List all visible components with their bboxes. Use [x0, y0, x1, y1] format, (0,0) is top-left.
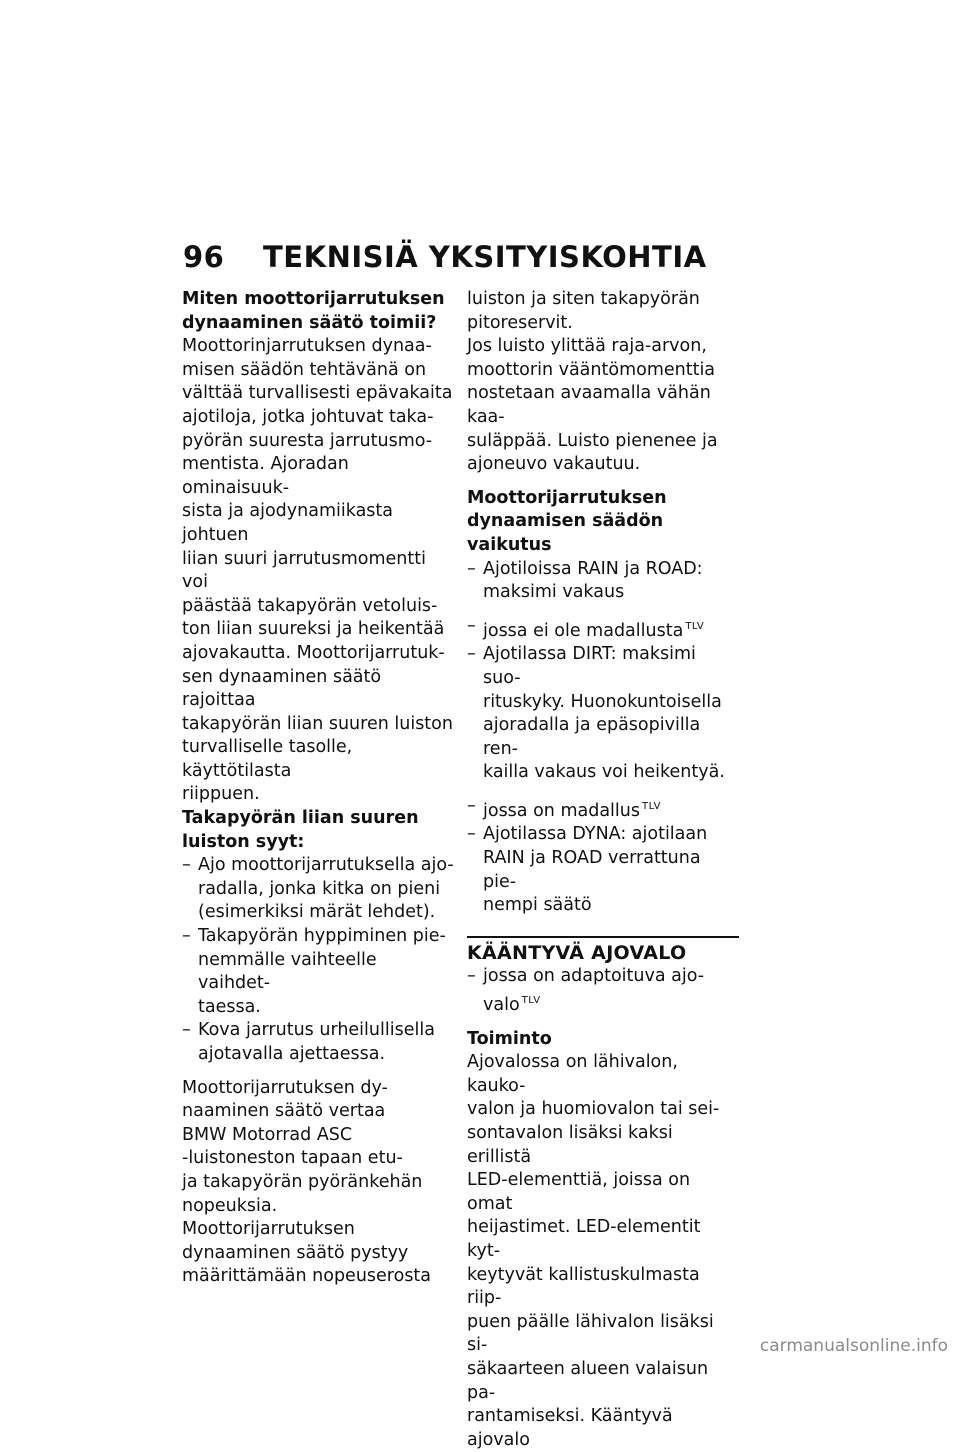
section-divider [467, 936, 739, 938]
text-line: Ajotiloissa RAIN ja ROAD: [483, 558, 703, 579]
text-line: keytyvät kallistuskulmasta riip- [467, 1264, 700, 1309]
text-line: Ajo moottorijarrutuksella ajo- [198, 855, 454, 876]
text-line: ajoneuvo vakautuu. [467, 454, 641, 475]
text-line: suläppää. Luisto pienenee ja [467, 430, 718, 451]
text-line: ja takapyörän pyöränkehän [182, 1171, 423, 1192]
text-line: ajoradalla ja epäsopivilla ren- [483, 715, 701, 759]
condition-item [467, 615, 739, 644]
text-line: liian suuri jarrutusmomentti voi [182, 548, 426, 593]
heading-line: Takapyörän liian suuren [182, 808, 419, 829]
text-line: dynaaminen säätö pystyy [182, 1242, 409, 1263]
text-line: rantamiseksi. Kääntyvä ajovalo [467, 1406, 673, 1450]
dash-marker: – [467, 615, 476, 636]
text-line: -luistoneston tapaan etu- [182, 1148, 403, 1169]
text-line: säkaarteen alueen valaisun pa- [467, 1358, 709, 1403]
heading-line: dynaamisen säädön vaikutus [467, 511, 664, 555]
text-line: maksimi vakaus [483, 582, 625, 603]
text-line: RAIN ja ROAD verrattuna pie- [483, 848, 701, 892]
text-line: sista ja ajodynamiikasta johtuen [182, 501, 393, 545]
text-line: moottorin vääntömomenttia [467, 359, 716, 380]
dash-marker: – [467, 966, 476, 987]
paragraph-comparison [182, 1077, 454, 1289]
dash-marker: – [182, 926, 191, 947]
heading-line: luiston syyt: [182, 831, 305, 852]
text-line [483, 615, 739, 644]
text-line: nempi säätö [483, 895, 592, 916]
dash-marker: – [467, 795, 476, 816]
condition-text: jossa on madallus [483, 800, 640, 821]
text-line: LED-elementtiä, joissa on omat [467, 1170, 691, 1214]
text-line: sontavalon lisäksi kaksi erillistä [467, 1123, 673, 1167]
text-line: luiston ja siten takapyörän [467, 289, 700, 309]
text-line: nemmälle vaihteelle vaihdet- [198, 949, 377, 994]
text-line: ajotavalla ajettaessa. [198, 1044, 386, 1064]
condition-text: jossa ei ole madallusta [483, 620, 684, 641]
text-line: Moottorinjarrutuksen dynaa- [182, 336, 432, 357]
section-title: KÄÄNTYVÄ AJOVALO [467, 941, 687, 964]
text-line: turvalliselle tasolle, käyttötilasta [182, 737, 353, 781]
tlv-superscript: TLV [642, 800, 661, 812]
text-line: sen dynaaminen säätö rajoittaa [182, 666, 382, 711]
list-item [467, 823, 739, 917]
paragraph-continuation [467, 288, 739, 477]
text-line: radalla, jonka kitka on pieni [198, 878, 441, 899]
condition-item [467, 795, 739, 824]
text-line: Kova jarrutus urheilullisella [198, 1020, 435, 1041]
text-line [483, 989, 739, 1018]
text-line: rituskyky. Huonokuntoisella [483, 691, 722, 712]
watermark-link[interactable]: carmanualsonline.info [759, 1336, 948, 1356]
text-line: ton liian suureksi ja heikentää [182, 619, 445, 640]
text-line [483, 795, 739, 824]
text-line: mentista. Ajoradan ominaisuuk- [182, 454, 349, 498]
text-line: Ajotilassa DYNA: ajotilaan [483, 824, 708, 845]
tlv-superscript: TLV [521, 995, 541, 1007]
text-line: Takapyörän hyppiminen pie- [198, 926, 446, 947]
dash-marker: – [467, 558, 476, 579]
right-column [467, 288, 739, 1452]
text-line: jossa on adaptoituva ajo- [483, 966, 705, 987]
list-item [467, 558, 739, 605]
dash-marker: – [467, 644, 476, 665]
page-header [183, 240, 707, 274]
text-line: heijastimet. LED-elementit kyt- [467, 1217, 701, 1261]
text-line: Moottorijarrutuksen dy- [182, 1077, 388, 1098]
heading-line: Miten moottorijarrutuksen [182, 289, 445, 309]
paragraph-intro [182, 335, 454, 807]
text-line: Ajovalossa on lähivalon, kauko- [467, 1052, 678, 1096]
list-item [182, 925, 454, 1019]
text-line: puen päälle lähivalon lisäksi si- [467, 1311, 714, 1356]
page-number: 96 [183, 240, 225, 274]
text-line: päästää takapyörän vetoluis- [182, 595, 438, 616]
text-line: BMW Motorrad ASC [182, 1124, 353, 1145]
heading-causes [182, 807, 454, 854]
text-line: taessa. [198, 996, 261, 1017]
heading-how-it-works [182, 288, 454, 335]
text-line: Ajotilassa DIRT: maksimi suo- [483, 644, 696, 688]
text-line: valon ja huomiovalon tai sei- [467, 1099, 720, 1120]
text-line: misen säädön tehtävänä on [182, 359, 427, 380]
text-line: nostetaan avaamalla vähän kaa- [467, 383, 711, 427]
text-line: pitoreservit. [467, 312, 573, 333]
dash-marker: – [182, 1020, 191, 1041]
left-column [182, 288, 454, 1289]
text-line: ajovakautta. Moottorijarrutuk- [182, 642, 445, 663]
dash-marker: – [467, 824, 476, 845]
list-item [182, 1019, 454, 1066]
condition-text: valo [483, 995, 520, 1016]
text-line: ajotiloja, jotka johtuvat taka- [182, 406, 434, 427]
text-line: määrittämään nopeuserosta [182, 1266, 432, 1287]
page-title: TEKNISIÄ YKSITYISKOHTIA [263, 240, 707, 274]
text-line: nopeuksia. Moottorijarrutuksen [182, 1195, 355, 1240]
condition-item [467, 965, 739, 1017]
text-line: kailla vakaus voi heikentyä. [483, 762, 725, 783]
heading-effect [467, 487, 739, 558]
list-item [467, 643, 739, 785]
heading-function: Toiminto [467, 1028, 552, 1049]
paragraph-function [467, 1051, 739, 1452]
heading-line: dynaaminen säätö toimii? [182, 312, 437, 333]
text-line: (esimerkiksi märät lehdet). [198, 902, 436, 923]
text-line: naaminen säätö vertaa [182, 1101, 386, 1122]
list-item [182, 854, 454, 925]
text-line: Jos luisto ylittää raja-arvon, [467, 336, 707, 357]
dash-marker: – [182, 855, 191, 876]
text-line: takapyörän liian suuren luiston [182, 713, 453, 734]
text-line: välttää turvallisesti epävakaita [182, 383, 453, 404]
text-line: riippuen. [182, 784, 260, 805]
tlv-superscript: TLV [685, 620, 705, 632]
heading-line: Moottorijarrutuksen [467, 487, 667, 508]
text-line: pyörän suuresta jarrutusmo- [182, 430, 433, 451]
